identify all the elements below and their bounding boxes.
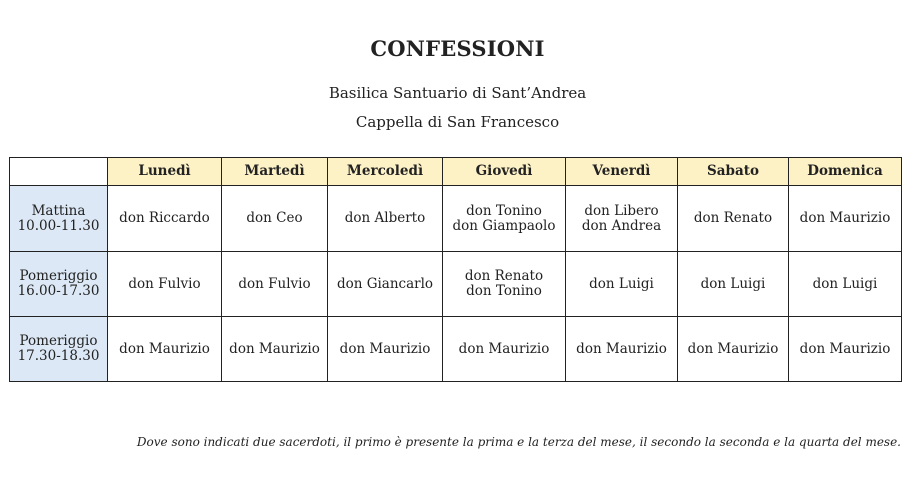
priest-name: don Maurizio	[799, 210, 891, 226]
day-header: Mercoledì	[328, 158, 443, 186]
priest-name: don Renato	[464, 268, 544, 284]
schedule-cell	[789, 252, 902, 317]
priest-name: don Alberto	[344, 210, 426, 226]
schedule-cell	[443, 252, 566, 317]
schedule-cell	[328, 252, 443, 317]
schedule-cell	[222, 317, 328, 382]
schedule-cell	[222, 252, 328, 317]
time-slot-hours: 10.00-11.30	[17, 217, 100, 234]
priest-name: don Fulvio	[128, 275, 201, 292]
table-row	[10, 317, 902, 382]
day-header: Venerdì	[566, 158, 678, 186]
time-slot-cell	[10, 186, 108, 252]
schedule-cell	[108, 252, 222, 317]
priest-name: don Renato	[693, 210, 773, 226]
time-slot-name: Pomeriggio	[19, 268, 98, 284]
schedule-cell	[108, 186, 222, 252]
schedule-cell	[678, 317, 789, 382]
schedule-cell	[678, 252, 789, 317]
confession-schedule-table	[9, 157, 902, 382]
priest-name: don Ceo	[246, 210, 303, 226]
priest-name: don Giampaolo	[452, 217, 556, 234]
priest-name: don Maurizio	[687, 340, 779, 357]
schedule-cell	[222, 186, 328, 252]
priest-name: don Tonino	[466, 283, 542, 299]
day-header: Sabato	[678, 158, 789, 186]
header-corner-cell	[10, 158, 108, 186]
church-name: Basilica Santuario di Sant’Andrea	[328, 84, 587, 102]
priest-name: don Maurizio	[799, 340, 891, 357]
footnote: Dove sono indicati due sacerdoti, il primo è presente la prima e la terza del mese, il secondo la seconda e la quarta del mese.	[136, 435, 901, 449]
priest-name: don Andrea	[581, 217, 662, 234]
priest-name: don Fulvio	[238, 275, 311, 292]
time-slot-name: Mattina	[31, 202, 86, 219]
schedule-cell	[566, 317, 678, 382]
time-slot-hours: 17.30-18.30	[17, 348, 100, 364]
priest-name: don Luigi	[700, 275, 766, 292]
priest-name: don Tonino	[466, 202, 542, 219]
time-slot-name: Pomeriggio	[19, 333, 98, 349]
time-slot-cell	[10, 317, 108, 382]
day-header: Giovedì	[443, 158, 566, 186]
time-slot-hours: 16.00-17.30	[17, 283, 100, 299]
schedule-cell	[328, 186, 443, 252]
schedule-cell	[678, 186, 789, 252]
day-header: Lunedì	[108, 158, 222, 186]
schedule-cell	[443, 317, 566, 382]
priest-name: don Libero	[584, 202, 659, 219]
priest-name: don Maurizio	[458, 340, 550, 357]
priest-name: don Maurizio	[229, 340, 320, 357]
schedule-cell	[566, 252, 678, 317]
schedule-cell	[566, 186, 678, 252]
chapel-name: Cappella di San Francesco	[355, 113, 560, 131]
schedule-cell	[443, 186, 566, 252]
priest-name: don Maurizio	[119, 340, 210, 357]
schedule-cell	[789, 317, 902, 382]
priest-name: don Luigi	[589, 275, 654, 292]
time-slot-cell	[10, 252, 108, 317]
schedule-cell	[108, 317, 222, 382]
priest-name: don Giancarlo	[336, 275, 434, 292]
page-title: CONFESSIONI	[370, 36, 545, 61]
table-row	[10, 252, 902, 317]
table-header-row	[10, 158, 902, 186]
priest-name: don Maurizio	[339, 340, 431, 357]
schedule-cell	[328, 317, 443, 382]
day-header: Domenica	[789, 158, 902, 186]
priest-name: don Luigi	[812, 275, 878, 292]
table-row	[10, 186, 902, 252]
day-header: Martedì	[222, 158, 328, 186]
priest-name: don Maurizio	[576, 340, 667, 357]
schedule-cell	[789, 186, 902, 252]
priest-name: don Riccardo	[119, 210, 210, 226]
